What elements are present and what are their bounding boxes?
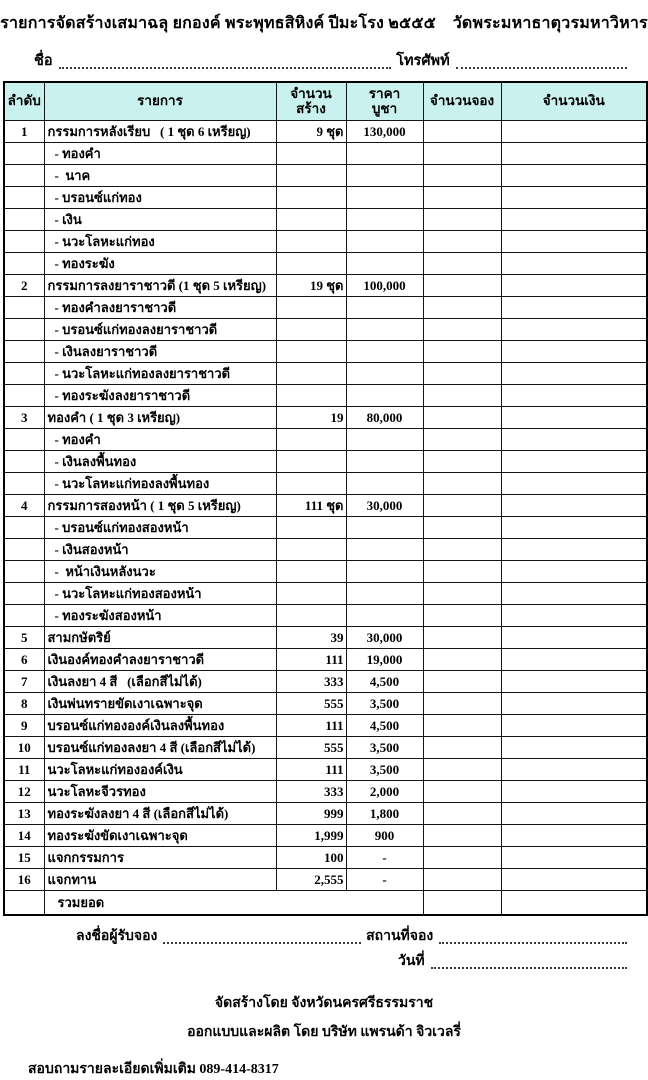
item-cell: - หน้าเงินหลังนวะ bbox=[44, 561, 276, 583]
item-cell: แจกทาน bbox=[44, 869, 276, 891]
amount-cell bbox=[501, 605, 647, 627]
date-blank-line bbox=[431, 967, 627, 969]
price-cell bbox=[346, 143, 423, 165]
booking-cell bbox=[423, 627, 501, 649]
row-no-cell: 11 bbox=[4, 759, 44, 781]
row-no-cell: 5 bbox=[4, 627, 44, 649]
amount-cell bbox=[501, 187, 647, 209]
price-cell bbox=[346, 429, 423, 451]
row-no-cell: 13 bbox=[4, 803, 44, 825]
booking-cell bbox=[423, 891, 501, 916]
table-row bbox=[4, 231, 647, 253]
sign-label: ลงชื่อผู้รับจอง bbox=[76, 929, 158, 944]
price-cell bbox=[346, 319, 423, 341]
amount-cell bbox=[501, 143, 647, 165]
amount-cell bbox=[501, 561, 647, 583]
page-title: รายการจัดสร้างเสมาฉลุ ยกองค์ พระพุทธสิหิงค์ ปีมะโรง ๒๕๕๕ วัดพระมหาธาตุวรมหาวิหาร bbox=[0, 15, 648, 32]
price-cell bbox=[346, 253, 423, 275]
booking-cell bbox=[423, 275, 501, 297]
row-no-cell bbox=[4, 517, 44, 539]
price-cell: - bbox=[346, 869, 423, 891]
row-no-cell bbox=[4, 451, 44, 473]
booking-cell bbox=[423, 561, 501, 583]
col-header-qty-line1: จำนวน bbox=[290, 85, 332, 101]
qty-cell bbox=[276, 429, 346, 451]
item-cell: บรอนซ์แก่ทององค์เงินลงพื้นทอง bbox=[44, 715, 276, 737]
row-no-cell bbox=[4, 209, 44, 231]
amount-cell bbox=[501, 275, 647, 297]
row-no-cell bbox=[4, 341, 44, 363]
item-cell: ทองระฆังลงยา 4 สี (เลือกสีไม่ได้) bbox=[44, 803, 276, 825]
item-cell: กรรมการลงยาราชาวดี (1 ชุด 5 เหรียญ) bbox=[44, 275, 276, 297]
table-row bbox=[4, 429, 647, 451]
booking-cell bbox=[423, 363, 501, 385]
booking-cell bbox=[423, 209, 501, 231]
col-header-qty-line2: สร้าง bbox=[296, 100, 326, 116]
amount-cell bbox=[501, 847, 647, 869]
booking-cell bbox=[423, 253, 501, 275]
price-cell bbox=[346, 561, 423, 583]
amount-cell bbox=[501, 517, 647, 539]
table-row bbox=[4, 539, 647, 561]
item-cell: - ทองระฆัง bbox=[44, 253, 276, 275]
name-label: ชื่อ bbox=[34, 53, 53, 69]
booking-cell bbox=[423, 297, 501, 319]
table-row bbox=[4, 407, 647, 429]
item-cell: - บรอนซ์แก่ทองสองหน้า bbox=[44, 517, 276, 539]
price-cell: 4,500 bbox=[346, 715, 423, 737]
table-row bbox=[4, 363, 647, 385]
row-no-cell bbox=[4, 385, 44, 407]
row-no-cell: 12 bbox=[4, 781, 44, 803]
row-no-cell bbox=[4, 583, 44, 605]
designed-by-line: ออกแบบและผลิต โดย บริษัท แพรนด้า จิวเวลรี่ bbox=[187, 1025, 461, 1040]
item-cell: นวะโลหะแก่ทององค์เงิน bbox=[44, 759, 276, 781]
amount-cell bbox=[501, 803, 647, 825]
booking-cell bbox=[423, 869, 501, 891]
amount-cell bbox=[501, 737, 647, 759]
qty-cell bbox=[276, 539, 346, 561]
booking-cell bbox=[423, 319, 501, 341]
date-label: วันที่ bbox=[398, 954, 425, 969]
item-cell: กรรมการหลังเรียบ ( 1 ชุด 6 เหรียญ) bbox=[44, 121, 276, 143]
row-no-cell bbox=[4, 429, 44, 451]
table-row bbox=[4, 165, 647, 187]
booking-cell bbox=[423, 715, 501, 737]
booking-cell bbox=[423, 605, 501, 627]
price-cell bbox=[346, 165, 423, 187]
qty-cell bbox=[276, 517, 346, 539]
item-cell: ทองระฆังขัดเงาเฉพาะจุด bbox=[44, 825, 276, 847]
qty-cell bbox=[276, 253, 346, 275]
header-row bbox=[4, 82, 647, 121]
qty-cell bbox=[276, 143, 346, 165]
item-cell: - นวะโลหะแก่ทองสองหน้า bbox=[44, 583, 276, 605]
item-cell: - นวะโลหะแก่ทองลงพื้นทอง bbox=[44, 473, 276, 495]
item-cell: เงินลงยา 4 สี (เลือกสีไม่ได้) bbox=[44, 671, 276, 693]
price-cell: 130,000 bbox=[346, 121, 423, 143]
table-row bbox=[4, 869, 647, 891]
price-cell bbox=[346, 363, 423, 385]
table-row bbox=[4, 253, 647, 275]
item-cell: กรรมการสองหน้า ( 1 ชุด 5 เหรียญ) bbox=[44, 495, 276, 517]
price-cell bbox=[346, 583, 423, 605]
amount-cell bbox=[501, 627, 647, 649]
table-row bbox=[4, 385, 647, 407]
item-cell: - บรอนซ์แก่ทอง bbox=[44, 187, 276, 209]
price-cell: 3,500 bbox=[346, 737, 423, 759]
qty-cell: 19 ชุด bbox=[276, 275, 346, 297]
col-header-qty bbox=[276, 82, 346, 121]
amount-cell bbox=[501, 869, 647, 891]
booking-cell bbox=[423, 517, 501, 539]
price-cell bbox=[346, 451, 423, 473]
price-cell: 4,500 bbox=[346, 671, 423, 693]
item-cell: นวะโลหะจีวรทอง bbox=[44, 781, 276, 803]
qty-cell: 19 bbox=[276, 407, 346, 429]
amount-cell bbox=[501, 407, 647, 429]
qty-cell bbox=[276, 319, 346, 341]
row-no-cell: 2 bbox=[4, 275, 44, 297]
table-row bbox=[4, 319, 647, 341]
price-cell: 1,800 bbox=[346, 803, 423, 825]
qty-cell bbox=[276, 363, 346, 385]
price-cell: 2,000 bbox=[346, 781, 423, 803]
amount-cell bbox=[501, 297, 647, 319]
amount-cell bbox=[501, 209, 647, 231]
item-cell: - เงินลงพื้นทอง bbox=[44, 451, 276, 473]
col-header-price-line1: ราคา bbox=[368, 85, 401, 101]
row-no-cell bbox=[4, 231, 44, 253]
booking-cell bbox=[423, 121, 501, 143]
row-no-cell: 15 bbox=[4, 847, 44, 869]
order-table bbox=[3, 81, 648, 916]
table-row bbox=[4, 759, 647, 781]
qty-cell bbox=[276, 187, 346, 209]
col-header-item: รายการ bbox=[44, 82, 276, 121]
qty-cell: 111 bbox=[276, 759, 346, 781]
qty-cell bbox=[276, 231, 346, 253]
qty-cell bbox=[276, 605, 346, 627]
price-cell bbox=[346, 297, 423, 319]
table-row bbox=[4, 583, 647, 605]
item-cell: - ทองคำ bbox=[44, 143, 276, 165]
item-cell: - บรอนซ์แก่ทองลงยาราชาวดี bbox=[44, 319, 276, 341]
amount-cell bbox=[501, 253, 647, 275]
price-cell: 80,000 bbox=[346, 407, 423, 429]
booking-cell bbox=[423, 341, 501, 363]
item-cell: - นาค bbox=[44, 165, 276, 187]
booking-cell bbox=[423, 583, 501, 605]
item-cell: ทองคำ ( 1 ชุด 3 เหรียญ) bbox=[44, 407, 276, 429]
table-row bbox=[4, 781, 647, 803]
qty-cell bbox=[276, 341, 346, 363]
total-label-cell: รวมยอด bbox=[44, 891, 423, 916]
booking-cell bbox=[423, 165, 501, 187]
table-row bbox=[4, 451, 647, 473]
qty-cell bbox=[276, 165, 346, 187]
item-cell: เงินองค์ทองคำลงยาราชาวดี bbox=[44, 649, 276, 671]
booking-cell bbox=[423, 671, 501, 693]
table-row bbox=[4, 495, 647, 517]
col-header-price bbox=[346, 82, 423, 121]
row-no-cell: 10 bbox=[4, 737, 44, 759]
phone-label: โทรศัพท์ bbox=[396, 53, 450, 69]
table-row bbox=[4, 297, 647, 319]
booking-cell bbox=[423, 407, 501, 429]
price-cell: 900 bbox=[346, 825, 423, 847]
item-cell: สามกษัตริย์ bbox=[44, 627, 276, 649]
amount-cell bbox=[501, 429, 647, 451]
booking-cell bbox=[423, 451, 501, 473]
amount-cell bbox=[501, 385, 647, 407]
contact-line: สอบถามรายละเอียดเพิ่มเติม 089-414-8317 bbox=[28, 1062, 279, 1077]
col-header-booking: จำนวนจอง bbox=[423, 82, 501, 121]
qty-cell: 555 bbox=[276, 737, 346, 759]
row-no-cell bbox=[4, 253, 44, 275]
table-row bbox=[4, 847, 647, 869]
qty-cell: 100 bbox=[276, 847, 346, 869]
booking-cell bbox=[423, 649, 501, 671]
booking-cell bbox=[423, 473, 501, 495]
price-cell: 30,000 bbox=[346, 495, 423, 517]
amount-cell bbox=[501, 891, 647, 916]
qty-cell: 111 bbox=[276, 715, 346, 737]
amount-cell bbox=[501, 363, 647, 385]
row-no-cell bbox=[4, 605, 44, 627]
qty-cell: 333 bbox=[276, 781, 346, 803]
booking-cell bbox=[423, 737, 501, 759]
booking-cell bbox=[423, 231, 501, 253]
qty-cell: 999 bbox=[276, 803, 346, 825]
table-body bbox=[4, 121, 647, 916]
table-row bbox=[4, 671, 647, 693]
row-no-cell bbox=[4, 143, 44, 165]
item-cell: - ทองระฆังลงยาราชาวดี bbox=[44, 385, 276, 407]
price-cell bbox=[346, 209, 423, 231]
amount-cell bbox=[501, 231, 647, 253]
booking-cell bbox=[423, 803, 501, 825]
row-no-cell: 14 bbox=[4, 825, 44, 847]
row-no-cell: 4 bbox=[4, 495, 44, 517]
qty-cell bbox=[276, 209, 346, 231]
row-no-cell: 7 bbox=[4, 671, 44, 693]
price-cell bbox=[346, 473, 423, 495]
sign-blank-line bbox=[163, 942, 361, 944]
booking-cell bbox=[423, 693, 501, 715]
col-header-price-line2: บูชา bbox=[371, 100, 398, 116]
booking-cell bbox=[423, 495, 501, 517]
row-no-cell: 9 bbox=[4, 715, 44, 737]
table-row bbox=[4, 121, 647, 143]
amount-cell bbox=[501, 539, 647, 561]
price-cell: 3,500 bbox=[346, 693, 423, 715]
item-cell: เงินพ่นทรายขัดเงาเฉพาะจุด bbox=[44, 693, 276, 715]
row-no-cell: 6 bbox=[4, 649, 44, 671]
price-cell: 19,000 bbox=[346, 649, 423, 671]
qty-cell: 1,999 bbox=[276, 825, 346, 847]
amount-cell bbox=[501, 495, 647, 517]
table-row bbox=[4, 561, 647, 583]
amount-cell bbox=[501, 781, 647, 803]
row-no-cell: 16 bbox=[4, 869, 44, 891]
date-line bbox=[398, 950, 632, 972]
qty-cell: 9 ชุด bbox=[276, 121, 346, 143]
item-cell: - นวะโลหะแก่ทองลงยาราชาวดี bbox=[44, 363, 276, 385]
amount-cell bbox=[501, 825, 647, 847]
price-cell bbox=[346, 539, 423, 561]
amount-cell bbox=[501, 451, 647, 473]
table-row bbox=[4, 341, 647, 363]
row-no-cell bbox=[4, 165, 44, 187]
name-phone-line bbox=[34, 49, 632, 72]
row-no-cell: 1 bbox=[4, 121, 44, 143]
qty-cell: 111 bbox=[276, 649, 346, 671]
item-cell: - ทองคำ bbox=[44, 429, 276, 451]
table-row bbox=[4, 275, 647, 297]
table-row bbox=[4, 803, 647, 825]
booking-cell bbox=[423, 825, 501, 847]
amount-cell bbox=[501, 341, 647, 363]
amount-cell bbox=[501, 671, 647, 693]
amount-cell bbox=[501, 693, 647, 715]
amount-cell bbox=[501, 165, 647, 187]
price-cell: 3,500 bbox=[346, 759, 423, 781]
total-row bbox=[4, 891, 647, 916]
price-cell bbox=[346, 385, 423, 407]
table-header bbox=[4, 82, 647, 121]
booking-cell bbox=[423, 385, 501, 407]
item-cell: - ทองระฆังสองหน้า bbox=[44, 605, 276, 627]
amount-cell bbox=[501, 583, 647, 605]
qty-cell: 2,555 bbox=[276, 869, 346, 891]
item-cell: - ทองคำลงยาราชาวดี bbox=[44, 297, 276, 319]
col-header-no: ลำดับ bbox=[4, 82, 44, 121]
phone-blank-line bbox=[456, 67, 627, 69]
amount-cell bbox=[501, 319, 647, 341]
item-cell: - เงิน bbox=[44, 209, 276, 231]
item-cell: - เงินลงยาราชาวดี bbox=[44, 341, 276, 363]
place-blank-line bbox=[439, 942, 627, 944]
booking-cell bbox=[423, 781, 501, 803]
made-by-line: จัดสร้างโดย จังหวัดนครศรีธรรมราช bbox=[214, 996, 434, 1011]
item-cell: แจกกรรมการ bbox=[44, 847, 276, 869]
item-cell: - เงินสองหน้า bbox=[44, 539, 276, 561]
booking-cell bbox=[423, 847, 501, 869]
item-cell: บรอนซ์แก่ทองลงยา 4 สี (เลือกสีไม่ได้) bbox=[44, 737, 276, 759]
price-cell: - bbox=[346, 847, 423, 869]
qty-cell: 555 bbox=[276, 693, 346, 715]
price-cell bbox=[346, 231, 423, 253]
table-row bbox=[4, 825, 647, 847]
table-row bbox=[4, 187, 647, 209]
table-row bbox=[4, 627, 647, 649]
place-label: สถานที่จอง bbox=[366, 929, 434, 944]
price-cell: 30,000 bbox=[346, 627, 423, 649]
qty-cell: 333 bbox=[276, 671, 346, 693]
table-row bbox=[4, 605, 647, 627]
row-no-cell: 3 bbox=[4, 407, 44, 429]
qty-cell bbox=[276, 561, 346, 583]
table-row bbox=[4, 473, 647, 495]
row-no-cell: 8 bbox=[4, 693, 44, 715]
table-row bbox=[4, 737, 647, 759]
booking-cell bbox=[423, 429, 501, 451]
table-row bbox=[4, 143, 647, 165]
row-no-cell bbox=[4, 187, 44, 209]
table-row bbox=[4, 517, 647, 539]
item-cell: - นวะโลหะแก่ทอง bbox=[44, 231, 276, 253]
row-no-cell bbox=[4, 539, 44, 561]
booking-cell bbox=[423, 143, 501, 165]
amount-cell bbox=[501, 121, 647, 143]
price-cell bbox=[346, 605, 423, 627]
price-cell: 100,000 bbox=[346, 275, 423, 297]
amount-cell bbox=[501, 715, 647, 737]
qty-cell bbox=[276, 583, 346, 605]
booking-cell bbox=[423, 539, 501, 561]
table-row bbox=[4, 649, 647, 671]
qty-cell bbox=[276, 297, 346, 319]
price-cell bbox=[346, 187, 423, 209]
amount-cell bbox=[501, 759, 647, 781]
table-row bbox=[4, 693, 647, 715]
col-header-amount: จำนวนเงิน bbox=[501, 82, 647, 121]
qty-cell: 39 bbox=[276, 627, 346, 649]
row-no-cell bbox=[4, 891, 44, 916]
booking-cell bbox=[423, 759, 501, 781]
table-row bbox=[4, 209, 647, 231]
amount-cell bbox=[501, 473, 647, 495]
table-row bbox=[4, 715, 647, 737]
row-no-cell bbox=[4, 473, 44, 495]
signature-line bbox=[76, 925, 632, 947]
price-cell bbox=[346, 517, 423, 539]
row-no-cell bbox=[4, 363, 44, 385]
qty-cell: 111 ชุด bbox=[276, 495, 346, 517]
qty-cell bbox=[276, 385, 346, 407]
row-no-cell bbox=[4, 561, 44, 583]
name-blank-line bbox=[59, 67, 392, 69]
booking-cell bbox=[423, 187, 501, 209]
qty-cell bbox=[276, 473, 346, 495]
row-no-cell bbox=[4, 297, 44, 319]
row-no-cell bbox=[4, 319, 44, 341]
amount-cell bbox=[501, 649, 647, 671]
price-cell bbox=[346, 341, 423, 363]
qty-cell bbox=[276, 451, 346, 473]
